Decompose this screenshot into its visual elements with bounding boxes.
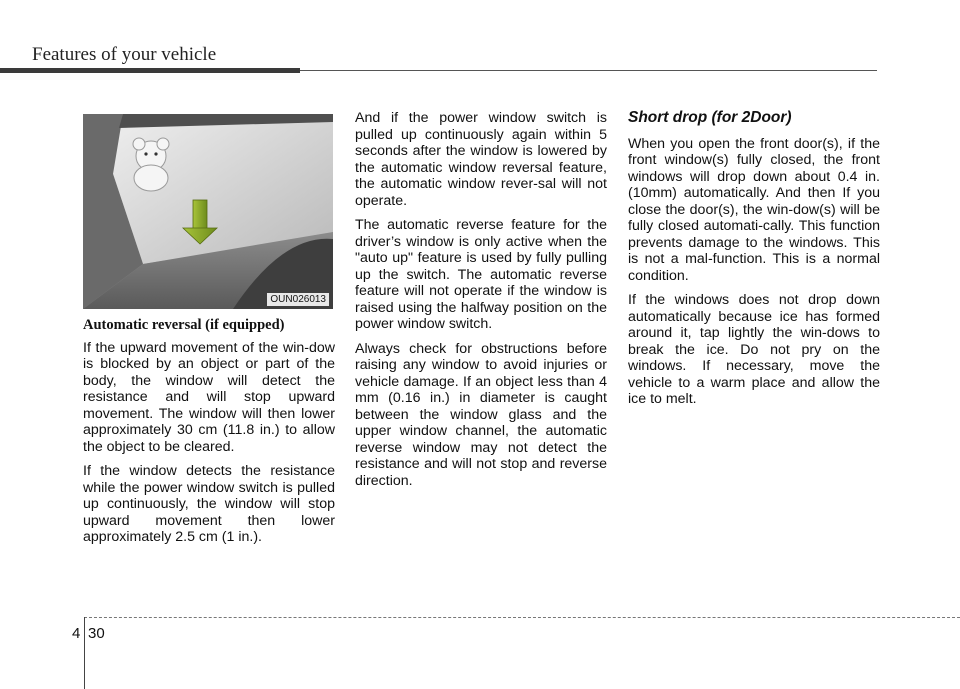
paragraph: And if the power window switch is pulled up continuously again within 5 seconds after the window is lowered by the automatic window reversal feature, the automatic window rever-sal will not operate.: [355, 110, 607, 209]
paragraph: If the windows does not drop down automatically because ice has formed around it, tap lightly the win-dows to break the ice. Do not pry on the windows. If necessary, move the vehicle to a warm place and allow the ice to melt.: [628, 292, 880, 407]
column-1: [83, 317, 335, 554]
page-header-title: Features of your vehicle: [32, 44, 217, 65]
column-3: [628, 110, 880, 416]
paragraph: If the window detects the resistance while the power window switch is pulled up continuously, the window will stop upward movement then lower approximately 2.5 cm (1 in.).: [83, 463, 335, 545]
footer-rule: [84, 617, 960, 618]
paragraph: When you open the front door(s), if the front window(s) fully closed, the front windows will drop down about 0.4 in.(10mm) automatically. And then If you close the door(s), the win-dow(s) will be fully closed automati-cally. This function prevents damage to the windows. This is not a mal-function. This is a normal condition.: [628, 135, 880, 284]
page-number: 30: [88, 625, 105, 642]
paragraph: Always check for obstructions before raising any window to avoid injuries or vehicle damage. If an object less than 4 mm (0.16 in.) in diameter is caught between the window glass and the upper window channel, the automatic reverse window may not detect the resistance and will not stop and reverse direction.: [355, 340, 607, 489]
section-number: 4: [72, 625, 81, 642]
section-heading-short-drop: Short drop (for 2Door): [628, 109, 792, 126]
window-reversal-photo: [83, 114, 333, 309]
column-2: [355, 110, 607, 497]
figure-code: OUN026013: [267, 293, 329, 306]
car-interior-illustration: [83, 114, 333, 309]
header-rule-thick: [0, 68, 300, 73]
paragraph: The automatic reverse feature for the driver’s window is only active when the "auto up" feature is used by fully pulling up the switch. The automatic reverse feature will not operate if the window is raised using the halfway position on the power window switch.: [355, 217, 607, 332]
header-rule-thin: [300, 70, 877, 71]
footer-divider: [84, 617, 85, 689]
teddy-bear-icon: [133, 138, 169, 191]
section-heading-automatic-reversal: Automatic reversal (if equipped): [83, 317, 285, 333]
paragraph: If the upward movement of the win-dow is blocked by an object or part of the body, the window will detect the resistance and will stop upward movement. The window will then lower approximately 30 cm (11.8 in.) to allow the object to be cleared.: [83, 339, 335, 455]
